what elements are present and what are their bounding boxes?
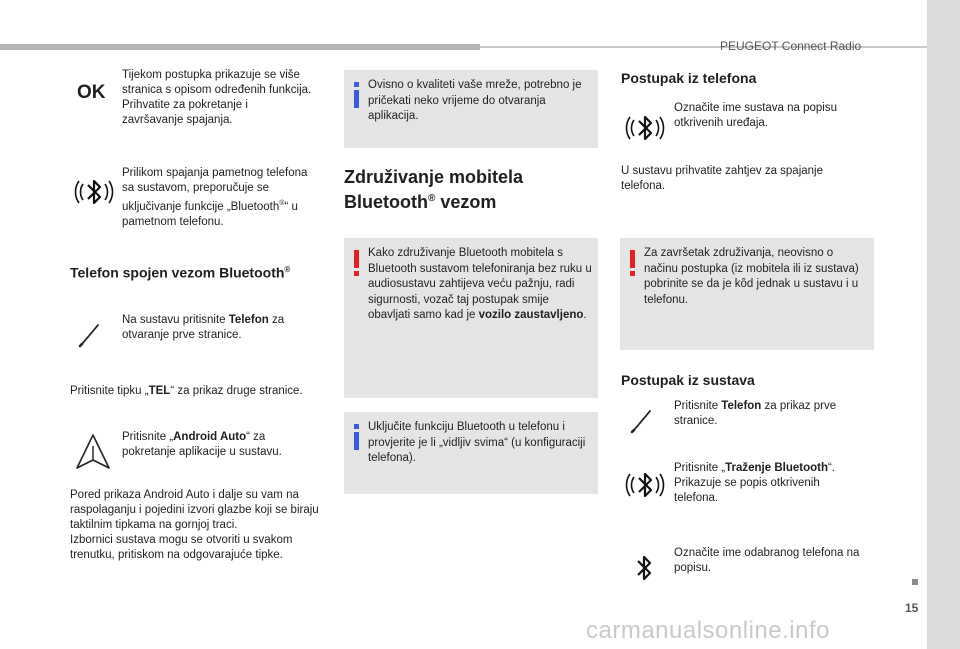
touch-icon [78, 322, 102, 348]
system-step-telefon-bold: Telefon [721, 400, 762, 412]
bluetooth-hint-post: “ u pametnom telefonu. [122, 200, 298, 228]
system-step-search-line2: Prikazuje se popis otkrivenih telefona. [674, 477, 820, 504]
info-box-network [344, 70, 598, 148]
phone-step-accept: U sustavu prihvatite zahtjev za spajanje telefona. [621, 165, 823, 192]
warning-bold: vozilo zaustavljeno [478, 309, 584, 321]
touch-icon [630, 408, 654, 434]
tel-step-pre: Pritisnite tipku „ [70, 385, 149, 397]
system-step-telefon-pre: Pritisnite [674, 400, 722, 412]
ok-text-line1: Tijekom postupka prikazuje se više stranica s opisom određenih funkcija. [122, 69, 312, 96]
tel-step-bold: TEL [148, 385, 171, 397]
top-rule [0, 44, 480, 50]
android-auto-notes [70, 488, 320, 563]
pairing-heading-rest: vezom [435, 192, 497, 212]
warning-post: . [583, 309, 587, 321]
system-step-search [674, 461, 864, 506]
android-step-pre: Pritisnite „ [122, 431, 174, 443]
tel-step [70, 384, 320, 399]
ok-text-line2: Prihvatite za pokretanje i završavanje spajanja. [122, 99, 248, 126]
android-auto-icon [74, 432, 112, 472]
search-pre: Pritisnite „ [674, 462, 726, 474]
section-heading-bluetooth-phone [70, 261, 330, 282]
system-step-search-line1 [674, 461, 864, 476]
pairing-heading-line2 [344, 188, 604, 213]
android-note-2: Izbornici sustava mogu se otvoriti u svakom trenutku, pritiskom na odgovarajuće tipke. [70, 534, 293, 561]
info-box-network-text: Ovisno o kvaliteti vaše mreže, potrebno je pričekati neko vrijeme do otvaranja aplikacija. [368, 79, 582, 122]
telefon-step-pre: Na sustavu pritisnite [122, 314, 229, 326]
warning-box-code [620, 238, 874, 350]
bluetooth-icon [74, 172, 114, 212]
page-number: 15 [905, 601, 919, 615]
warning-box-safety [344, 238, 598, 398]
section-heading-from-system: Postupak iz sustava [621, 372, 755, 388]
bluetooth-hint-pre: Prilikom spajanja pametnog telefona sa sustavom, preporučuje se uključivanje funkcije „Bluetooth [122, 167, 308, 213]
telefon-step-bold: Telefon [228, 314, 269, 326]
tel-step-post: “ za prikaz druge stranice. [170, 385, 303, 397]
android-note-1: Pored prikaza Android Auto i dalje su vam na raspolaganju i pojedini izvori glazbe koji se biraju taktilnim tipkama na gornjoj traci. [70, 489, 319, 531]
warning-icon [354, 250, 359, 276]
section-heading-pairing [344, 166, 604, 213]
warning-icon [630, 250, 635, 276]
pairing-heading-line1: Združivanje mobitela [344, 167, 524, 187]
search-bold: Traženje Bluetooth [725, 462, 828, 474]
ok-icon: OK [77, 82, 106, 103]
info-icon [354, 424, 359, 450]
page-marker [912, 579, 918, 585]
info-icon [354, 82, 359, 108]
info-box-visibility [344, 412, 598, 494]
phone-step-select: Označite ime sustava na popisu otkrivenih uređaja. [674, 102, 838, 129]
bluetooth-hint [122, 166, 317, 230]
telefon-step-post: za otvaranje prve stranice. [122, 314, 285, 341]
android-step-post: “ za pokretanje aplikacije u sustavu. [122, 431, 282, 458]
android-auto-step [122, 430, 312, 460]
pairing-heading-bt: Bluetooth [344, 192, 428, 212]
heading-registered-mark: ® [284, 265, 291, 274]
pairing-heading-registered: ® [427, 193, 436, 204]
warning-pre: Kako združivanje Bluetooth mobitela s Bluetooth sustavom telefoniranja bez ruku u audiosustavu zahtijeva veću pažnju, radi sigurnosti, vozač taj postupak smije obavljati samo kad je [368, 247, 592, 321]
telefon-step [122, 313, 312, 343]
warning-box-code-text: Za završetak združivanja, neovisno o načinu postupka (iz mobitela ili iz sustava) pobrinite se da je kôd jednak u sustavu i u telefonu. [644, 247, 859, 306]
system-step-telefon [674, 399, 864, 429]
system-step-select: Označite ime odabranog telefona na popisu. [674, 547, 860, 574]
bluetooth-icon [625, 108, 665, 148]
warning-box-safety-text [368, 246, 592, 324]
bluetooth-icon [630, 550, 660, 586]
android-step-bold: Android Auto [173, 431, 247, 443]
system-step-telefon-post: za prikaz prve stranice. [674, 400, 837, 427]
bluetooth-search-icon [625, 465, 665, 505]
section-heading-from-phone: Postupak iz telefona [621, 70, 757, 86]
side-strip [927, 0, 960, 649]
heading-text: Telefon spojen vezom Bluetooth [70, 264, 285, 281]
ok-text [122, 68, 312, 128]
search-post: “. [828, 462, 836, 474]
info-box-visibility-text: Uključite funkciju Bluetooth u telefonu i provjerite je li „vidljiv svima“ (u konfiguraciji telefona). [368, 421, 586, 464]
page-header: PEUGEOT Connect Radio [720, 39, 862, 53]
watermark: carmanualsonline.info [586, 617, 830, 644]
registered-mark: ® [279, 200, 285, 207]
